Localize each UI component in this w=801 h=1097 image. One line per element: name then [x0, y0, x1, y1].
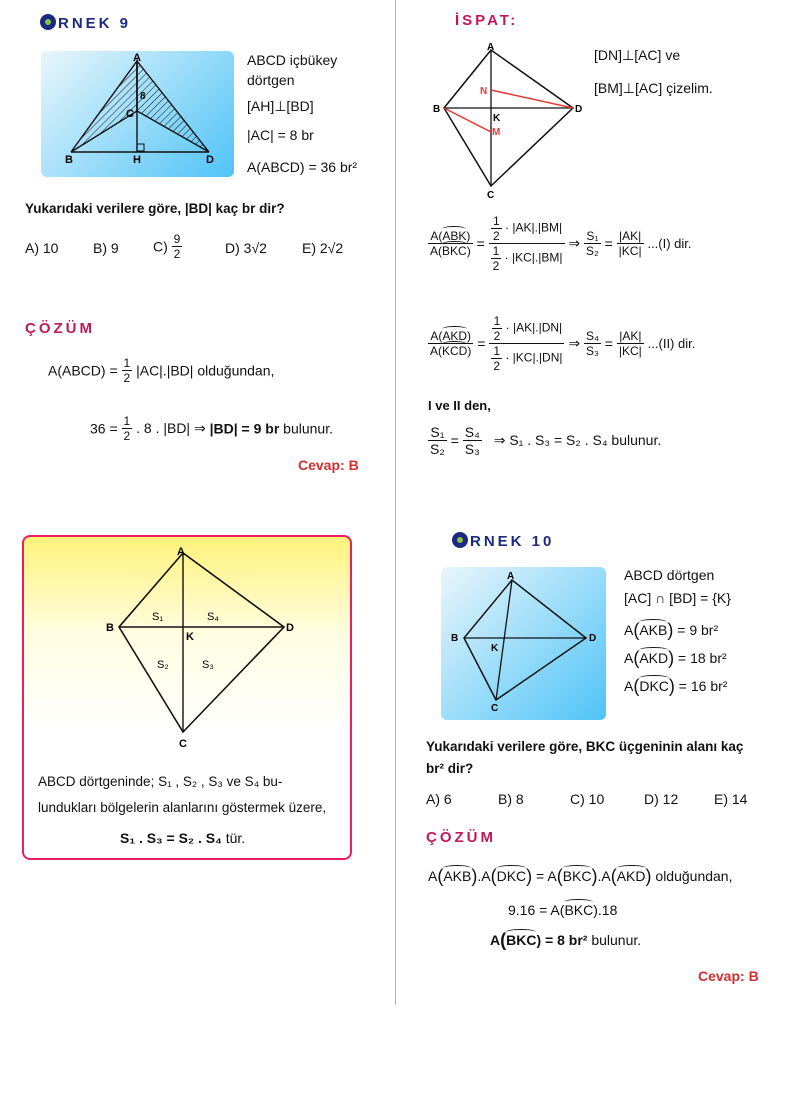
info-formula: S₁ . S₃ = S₂ . S₄ tür. — [120, 830, 246, 846]
ispat-eq2: $\frac{\text{A(AKD)}}{\text{A(KCD)}}$ = $\frac{1}{2}$ · |AK|.|DN| $\frac{1}{2}$ · |KC|.|DN| ⇒ $\frac{\text{S₄}}{\text{S₃}}$ = $\frac{|AK|}{|KC|}$ ...(II) dir. — [430, 314, 696, 373]
ornek10-choice-b: B) 8 — [498, 791, 524, 807]
label-b: B — [451, 633, 459, 644]
ornek-logo-icon — [40, 14, 56, 30]
info-box-figure — [22, 535, 352, 755]
cozum10-line1: A(AKB).A(DKC) = A(BKC).A(AKD) olduğundan, — [428, 866, 733, 886]
ispat-figure — [430, 38, 590, 203]
ornek9-choice-c: C) $\frac{9}{2}$ — [153, 232, 181, 261]
label-d: D — [589, 633, 597, 644]
label-c: C — [179, 738, 187, 750]
given-1: ABCD içbükey — [247, 52, 338, 68]
label-b: B — [65, 154, 73, 166]
ornek-logo-icon — [452, 532, 468, 548]
label-n: N — [480, 86, 488, 97]
ornek10-question-1: Yukarıdaki verilere göre, BKC üçgeninin alanı kaç — [426, 739, 744, 754]
label-s2: S₂ — [157, 659, 169, 671]
label-c: C — [126, 108, 134, 120]
label-s3: S₃ — [202, 659, 214, 671]
cozum10-answer: Cevap: B — [698, 968, 759, 984]
label-c: C — [487, 190, 495, 201]
label-s4: S₄ — [207, 611, 219, 623]
ornek10-question-2: br² dir? — [426, 761, 474, 776]
label-d: D — [575, 104, 583, 115]
ornek9-choice-e: E) 2√2 — [302, 240, 344, 256]
label-m: M — [492, 127, 501, 138]
ornek9-figure — [41, 51, 234, 177]
ispat-eq1: $\frac{\text{A(ABK)}}{\text{A(BKC)}}$ = $\frac{1}{2}$ · |AK|.|BM| $\frac{1}{2}$ · |KC|.|BM| ⇒ $\frac{\text{S₁}}{\text{S₂}}$ = $\frac{|AK|}{|KC|}$ ...(I) dir. — [430, 214, 692, 273]
label-h: H — [133, 154, 141, 166]
ornek10-choice-a: A) 6 — [426, 791, 452, 807]
ornek9-choice-b: B) 9 — [93, 240, 119, 256]
label-a: A — [507, 571, 515, 582]
ispat-final: $\frac{\text{S₁}}{\text{S₂}}$ = $\frac{\text{S₄}}{\text{S₃}}$ ⇒ S₁ . S₃ = S₂ . S₄ bulunur. — [430, 424, 662, 457]
cozum9-line1: A(ABCD) = $\frac{1}{2}$ |AC|.|BD| olduğundan, — [48, 356, 275, 385]
ornek10-given-1: ABCD dörtgen — [624, 567, 715, 583]
ornek10-figure — [441, 567, 606, 720]
label-a: A — [177, 546, 185, 558]
info-line1: ABCD dörtgeninde; S₁ , S₂ , S₃ ve S₄ bu- — [38, 774, 283, 789]
label-c: C — [491, 703, 499, 714]
ornek9-choice-d: D) 3√2 — [225, 240, 267, 256]
cozum9-line2: 36 = $\frac{1}{2}$ . 8 . |BD| ⇒ |BD| = 9 br bulunur. — [90, 414, 333, 443]
ispat-note2: [BM]⊥[AC] çizelim. — [594, 80, 713, 96]
label-k: K — [491, 643, 499, 654]
label-b: B — [433, 104, 441, 115]
cozum9-answer: Cevap: B — [298, 457, 359, 473]
column-divider — [395, 0, 396, 1005]
given-3: [AH]⊥[BD] — [247, 98, 314, 114]
ornek10-given-2: [AC] ∩ [BD] = {K} — [624, 590, 731, 606]
ornek10-area-1: A(AKB) = 9 br² — [624, 620, 719, 640]
label-b: B — [106, 622, 114, 634]
cozum10-heading: ÇÖZÜM — [426, 829, 496, 846]
ornek10-choice-e: E) 14 — [714, 791, 748, 807]
ispat-heading: İSPAT: — [455, 12, 519, 29]
ispat-from: I ve II den, — [428, 398, 491, 413]
given-5: A(ABCD) = 36 br² — [247, 159, 358, 175]
ispat-note1: [DN]⊥[AC] ve — [594, 47, 681, 63]
label-s1: S₁ — [152, 611, 164, 623]
label-d: D — [286, 622, 294, 634]
given-4: |AC| = 8 br — [247, 127, 314, 143]
label-k: K — [186, 631, 194, 643]
label-k: K — [493, 113, 501, 124]
label-a: A — [133, 52, 141, 64]
ornek9-choice-a: A) 10 — [25, 240, 59, 256]
ornek10-area-3: A(DKC) = 16 br² — [624, 676, 728, 696]
label-8: 8 — [140, 91, 146, 102]
ornek10-heading: RNEK 10 — [452, 532, 554, 550]
ornek9-heading: RNEK 9 — [40, 14, 131, 32]
label-d: D — [206, 154, 214, 166]
info-line2: lundukları bölgelerin alanlarını göstermek üzere, — [38, 800, 327, 815]
ornek10-choice-c: C) 10 — [570, 791, 605, 807]
ornek10-area-2: A(AKD) = 18 br² — [624, 648, 727, 668]
ornek10-choice-d: D) 12 — [644, 791, 679, 807]
cozum10-line3: A(BKC) = 8 br² bulunur. — [490, 930, 642, 950]
ornek9-question: Yukarıdaki verilere göre, |BD| kaç br dir? — [25, 201, 285, 216]
given-2: dörtgen — [247, 72, 295, 88]
cozum9-heading: ÇÖZÜM — [25, 320, 95, 337]
label-a: A — [487, 42, 495, 53]
cozum10-line2: 9.16 = A(BKC).18 — [508, 902, 618, 918]
